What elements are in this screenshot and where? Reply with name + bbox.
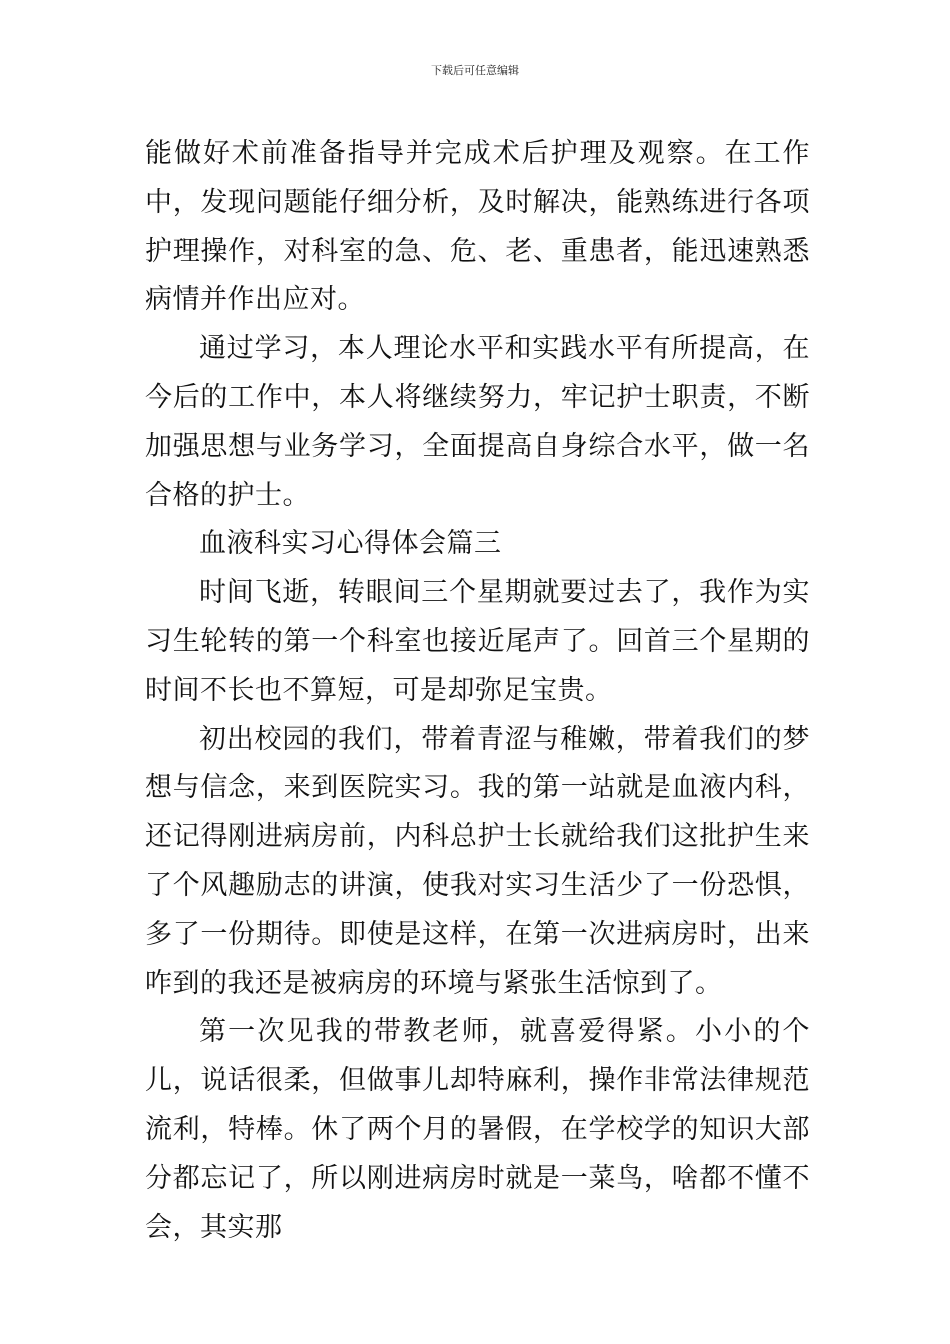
paragraph-continuation: 能做好术前准备指导并完成术后护理及观察。在工作中，发现问题能仔细分析，及时解决，能熟练进行各项护理操作，对科室的急、危、老、重患者，能迅速熟悉病情并作出应对。: [145, 138, 810, 316]
paragraph: 时间飞逝，转眼间三个星期就要过去了，我作为实习生轮转的第一个科室也接近尾声了。回首三个星期的时间不长也不算短，可是却弥足宝贵。: [145, 577, 810, 706]
paragraph: 初出校园的我们，带着青涩与稚嫩，带着我们的梦想与信念，来到医院实习。我的第一站就是血液内科，还记得刚进病房前，内科总护士长就给我们这批护生来了个风趣励志的讲演，使我对实习生活少了一份恐惧，多了一份期待。即使是这样，在第一次进病房时，出来咋到的我还是被病房的环境与紧张生活惊到了。: [145, 723, 810, 999]
paragraph: 通过学习，本人理论水平和实践水平有所提高，在今后的工作中，本人将继续努力，牢记护士职责，不断加强思想与业务学习，全面提高自身综合水平，做一名合格的护士。: [145, 333, 810, 511]
page-header: 下载后可任意编辑: [431, 64, 519, 77]
section-heading: 血液科实习心得体会篇三: [199, 528, 502, 560]
document-body: [145, 130, 810, 1252]
paragraph: 第一次见我的带教老师，就喜爱得紧。小小的个儿，说话很柔，但做事儿却特麻利，操作非常法律规范流利，特棒。休了两个月的暑假，在学校学的知识大部分都忘记了，所以刚进病房时就是一菜鸟，啥都不懂不会，其实那: [145, 1016, 810, 1243]
